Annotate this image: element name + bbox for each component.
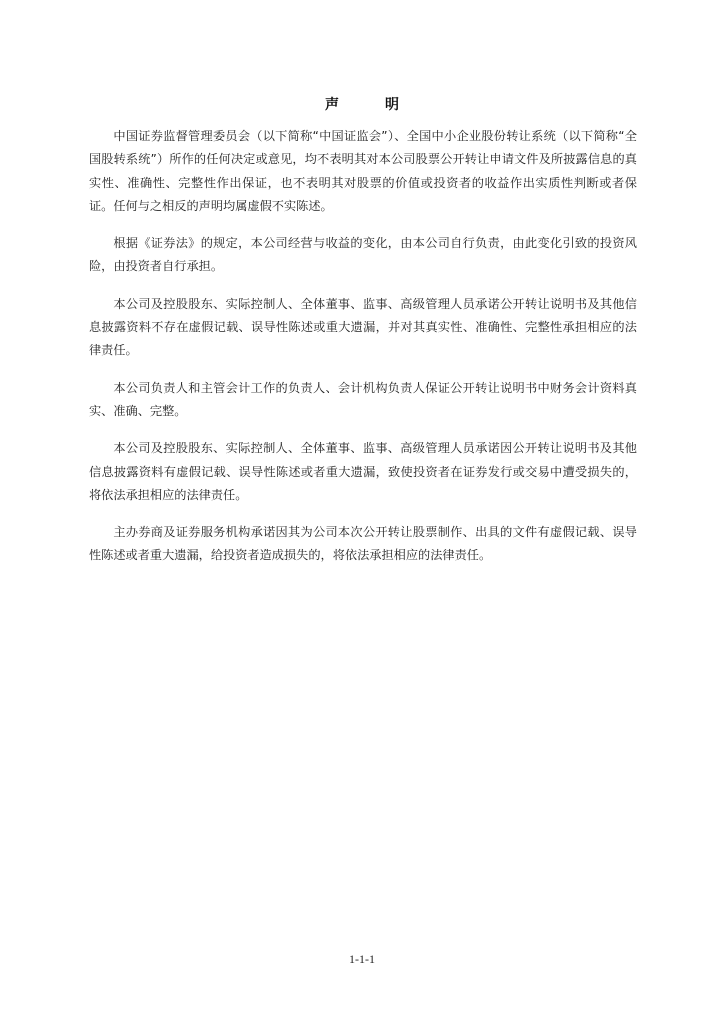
paragraph-management-commitment: 本公司及控股股东、实际控制人、全体董事、监事、高级管理人员承诺公开转让说明书及其他信息披露资料不存在虚假记载、误导性陈述或重大遗漏，并对其真实性、准确性、完整性承担相应的法律责任。 [89, 296, 637, 358]
paragraph-regulator-disclaimer: 中国证券监督管理委员会（以下简称“中国证监会”）、全国中小企业股份转让系统（以下简称“全国股转系统”）所作的任何决定或意见，均不表明其对本公司股票公开转让申请文件及所披露信息的真实性、准确性、完整性作出保证，也不表明其对股票的价值或投资者的收益作出实质性判断或者保证。任何与之相反的声明均属虚假不实陈述。 [89, 129, 637, 213]
statement-body [89, 125, 637, 582]
paragraph-intermediary-commitment: 主办券商及证券服务机构承诺因其为公司本次公开转让股票制作、出具的文件有虚假记载、误导性陈述或者重大遗漏，给投资者造成损失的，将依法承担相应的法律责任。 [89, 525, 637, 563]
paragraph-financial-accuracy: 本公司负责人和主管会计工作的负责人、会计机构负责人保证公开转让说明书中财务会计资料真实、准确、完整。 [89, 380, 637, 418]
page-title: 声 明 [325, 97, 415, 113]
paragraph-investment-risk: 根据《证券法》的规定，本公司经营与收益的变化，由本公司自行负责，由此变化引致的投资风险，由投资者自行承担。 [89, 236, 637, 274]
page-number: 1-1-1 [349, 952, 375, 966]
paragraph-liability-commitment: 本公司及控股股东、实际控制人、全体董事、监事、高级管理人员承诺因公开转让说明书及其他信息披露资料有虚假记载、误导性陈述或者重大遗漏，致使投资者在证券发行或交易中遭受损失的，将依法承担相应的法律责任。 [89, 441, 637, 502]
